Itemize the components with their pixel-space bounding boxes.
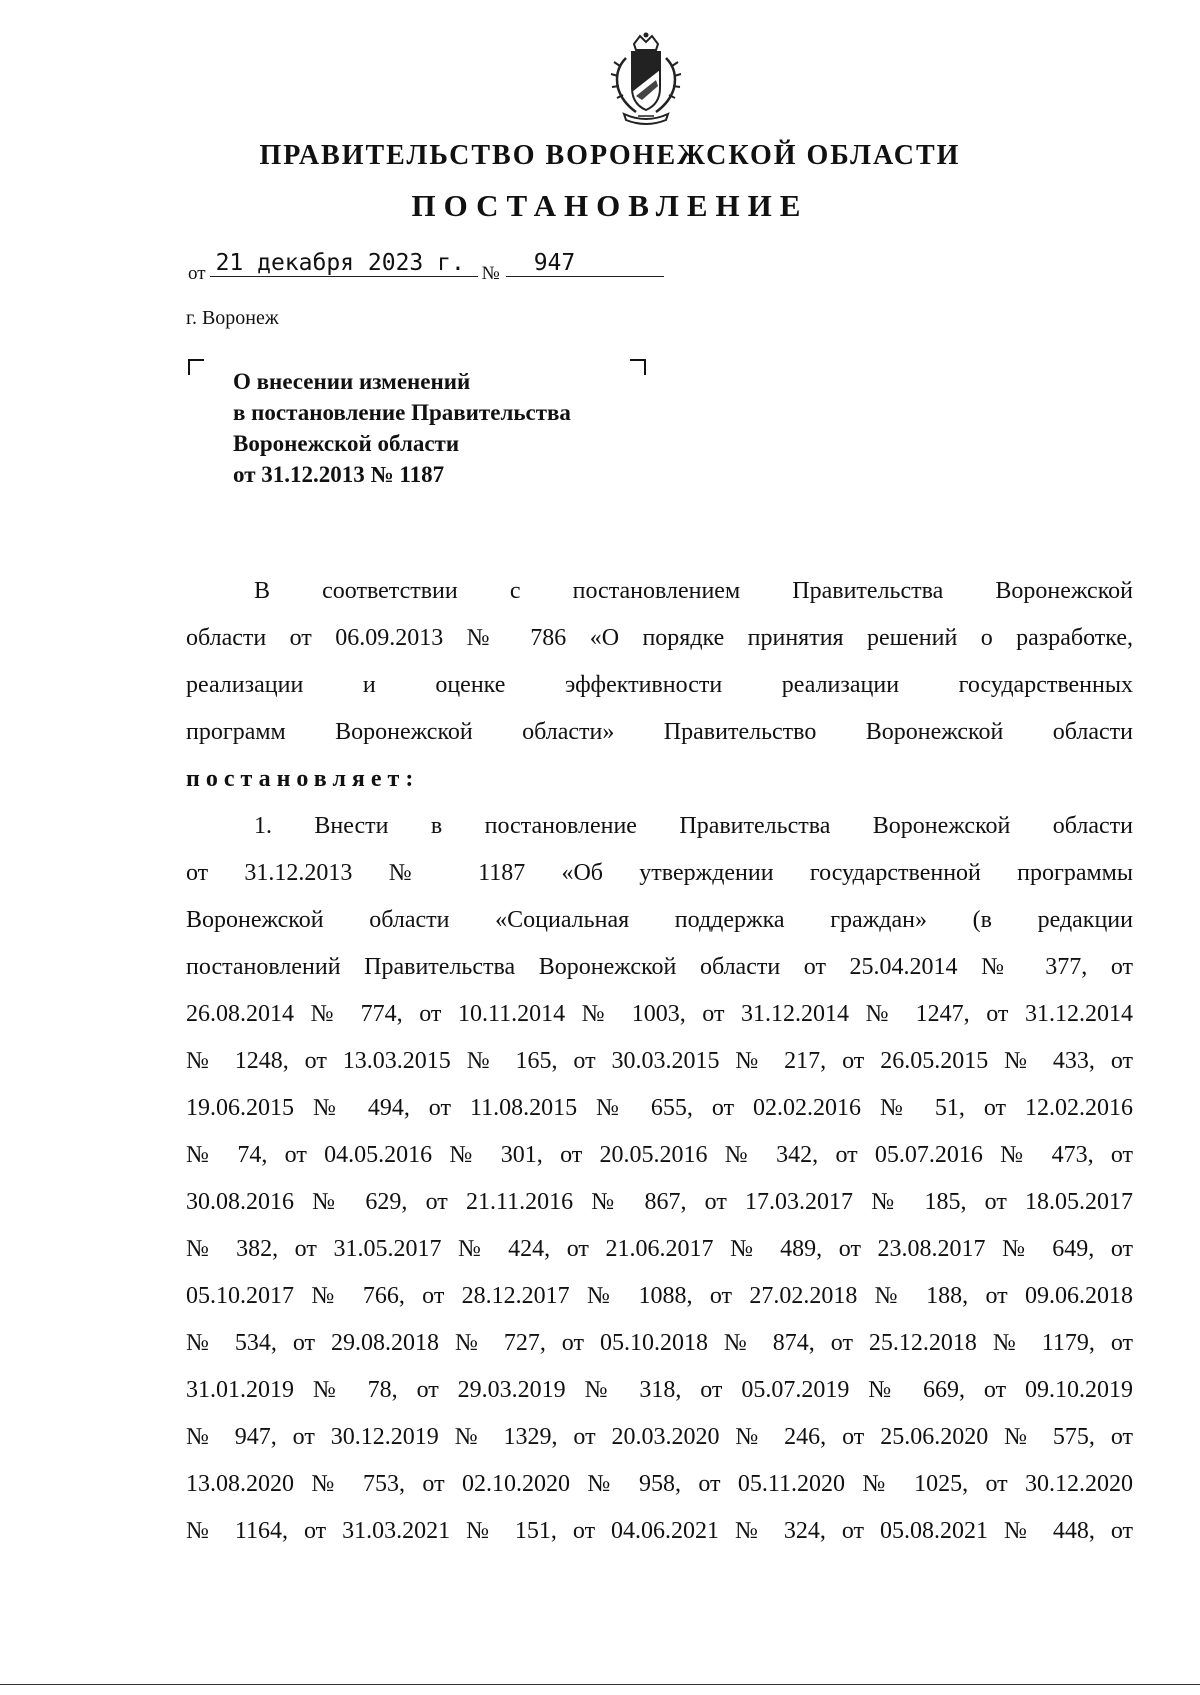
number-label: № bbox=[481, 263, 500, 284]
coat-of-arms-icon bbox=[596, 30, 696, 130]
item-1-line: 05.10.2017 № 766, от 28.12.2017 № 1088, от 27.02.2018 № 188, от 09.06.2018 bbox=[186, 1283, 1133, 1309]
subject-corner-left bbox=[188, 359, 204, 375]
preamble-line: области от 06.09.2013 № 786 «О порядке принятия решений о разработке, bbox=[186, 625, 1133, 651]
item-1-line: Воронежской области «Социальная поддержка граждан» (в редакции bbox=[186, 907, 1133, 933]
decree-body bbox=[186, 568, 1133, 1555]
item-1-line: № 534, от 29.08.2018 № 727, от 05.10.2018 № 874, от 25.12.2018 № 1179, от bbox=[186, 1330, 1133, 1356]
decree-number: 947 bbox=[506, 250, 664, 277]
item-1-line: от 31.12.2013 № 1187 «Об утверждении государственной программы bbox=[186, 860, 1133, 886]
subject-line: от 31.12.2013 № 1187 bbox=[233, 462, 445, 487]
document-type-title: ПОСТАНОВЛЕНИЕ bbox=[411, 188, 809, 223]
decree-word: постановляет: bbox=[186, 766, 420, 792]
item-1-line: № 1248, от 13.03.2015 № 165, от 30.03.2015 № 217, от 26.05.2015 № 433, от bbox=[186, 1048, 1133, 1074]
from-label: от bbox=[188, 263, 206, 284]
government-title: ПРАВИТЕЛЬСТВО ВОРОНЕЖСКОЙ ОБЛАСТИ bbox=[259, 140, 961, 171]
preamble-line: реализации и оценке эффективности реализации государственных bbox=[186, 672, 1133, 698]
decree-subject bbox=[233, 366, 571, 490]
item-1-line: 31.01.2019 № 78, от 29.03.2019 № 318, от 05.07.2019 № 669, от 09.10.2019 bbox=[186, 1377, 1133, 1403]
decree-date: 21 декабря 2023 г. bbox=[210, 250, 478, 277]
item-1-line: 13.08.2020 № 753, от 02.10.2020 № 958, от 05.11.2020 № 1025, от 30.12.2020 bbox=[186, 1471, 1133, 1497]
item-1-paragraph bbox=[186, 803, 1133, 1555]
item-1-line: 1. Внести в постановление Правительства Воронежской области bbox=[254, 813, 1133, 839]
item-1-line: № 74, от 04.05.2016 № 301, от 20.05.2016 № 342, от 05.07.2016 № 473, от bbox=[186, 1142, 1133, 1168]
subject-corner-right bbox=[630, 359, 646, 375]
item-1-line: 19.06.2015 № 494, от 11.08.2015 № 655, от 02.02.2016 № 51, от 12.02.2016 bbox=[186, 1095, 1133, 1121]
date-number-line bbox=[188, 250, 664, 285]
city: г. Воронеж bbox=[186, 307, 279, 329]
subject-line: Воронежской области bbox=[233, 431, 460, 456]
item-1-line: № 382, от 31.05.2017 № 424, от 21.06.2017 № 489, от 23.08.2017 № 649, от bbox=[186, 1236, 1133, 1262]
subject-line: в постановление Правительства bbox=[233, 400, 571, 425]
item-1-line: постановлений Правительства Воронежской области от 25.04.2014 № 377, от bbox=[186, 954, 1133, 980]
item-1-line: № 947, от 30.12.2019 № 1329, от 20.03.2020 № 246, от 25.06.2020 № 575, от bbox=[186, 1424, 1133, 1450]
item-1-line: № 1164, от 31.03.2021 № 151, от 04.06.2021 № 324, от 05.08.2021 № 448, от bbox=[186, 1518, 1133, 1544]
preamble-line: программ Воронежской области» Правительство Воронежской области bbox=[186, 719, 1133, 745]
item-1-line: 30.08.2016 № 629, от 21.11.2016 № 867, от 17.03.2017 № 185, от 18.05.2017 bbox=[186, 1189, 1133, 1215]
subject-line: О внесении изменений bbox=[233, 369, 471, 394]
bottom-rule bbox=[0, 1684, 1200, 1685]
preamble-line: В соответствии с постановлением Правительства Воронежской bbox=[254, 578, 1133, 604]
item-1-line: 26.08.2014 № 774, от 10.11.2014 № 1003, от 31.12.2014 № 1247, от 31.12.2014 bbox=[186, 1001, 1133, 1027]
